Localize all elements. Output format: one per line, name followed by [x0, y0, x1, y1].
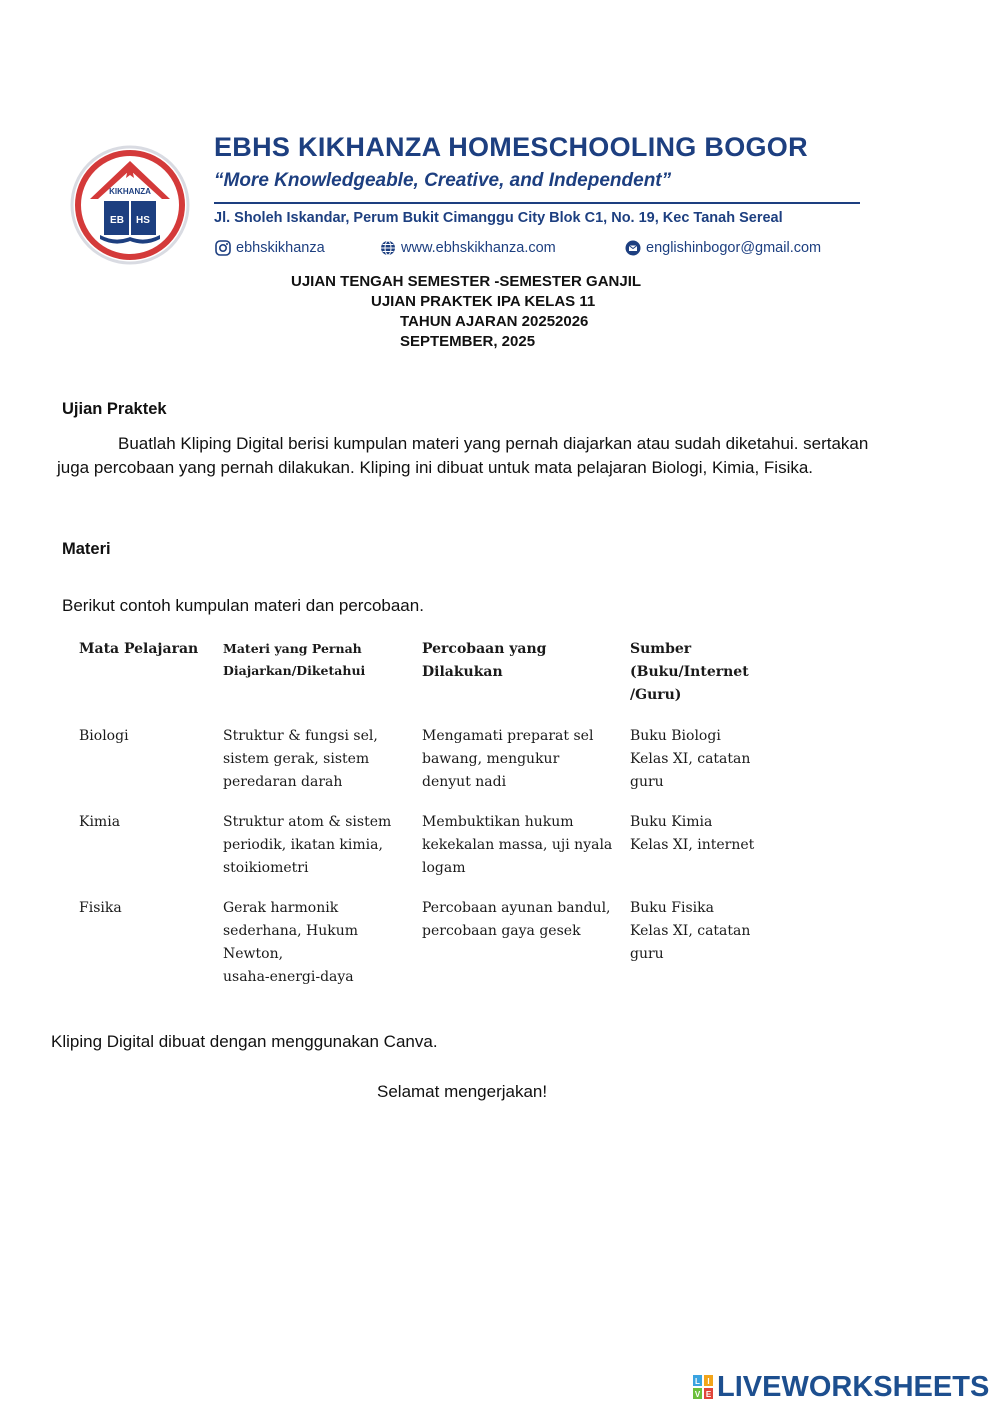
- logo-book-left: EB: [110, 215, 124, 226]
- header-percobaan: Percobaan yang Dilakukan: [422, 641, 547, 680]
- table-cell: Struktur atom & sistem periodik, ikatan kimia, stoikiometri: [223, 814, 392, 876]
- instagram-icon: [214, 239, 232, 257]
- table-cell: Fisika: [79, 900, 122, 916]
- table-cell: Buku Kimia Kelas XI, internet: [630, 814, 755, 853]
- letterhead-divider: [214, 202, 860, 204]
- academic-year: TAHUN AJARAN 20252026: [400, 313, 589, 330]
- logo-book-right: HS: [136, 215, 150, 226]
- liveworksheets-brand[interactable]: [692, 1372, 989, 1402]
- brand-text: LIVEWORKSHEETS: [717, 1370, 990, 1403]
- logo-label: KIKHANZA: [109, 187, 151, 196]
- header-mata-pelajaran: Mata Pelajaran: [79, 641, 199, 657]
- svg-text:V: V: [694, 1390, 701, 1399]
- school-address: Jl. Sholeh Iskandar, Perum Bukit Cimanggu City Blok C1, No. 19, Kec Tanah Sereal: [214, 210, 783, 226]
- svg-text:I: I: [707, 1377, 710, 1386]
- liveworksheets-logo-icon: [692, 1374, 714, 1400]
- exam-date: SEPTEMBER, 2025: [400, 333, 536, 350]
- table-cell: Buku Fisika Kelas XI, catatan guru: [630, 900, 751, 962]
- school-logo: [68, 143, 192, 267]
- materi-table: [79, 638, 770, 1006]
- school-name: EBHS KIKHANZA HOMESCHOOLING BOGOR: [214, 132, 808, 162]
- instruction-paragraph: Buatlah Kliping Digital berisi kumpulan materi yang pernah diajarkan atau sudah diketahui. sertakan juga percobaan yang pernah dilakukan. Kliping ini dibuat untuk mata pelajaran Biologi, Kimia, Fisika.: [57, 434, 869, 477]
- table-row: [79, 897, 770, 1006]
- email-icon: [624, 239, 642, 257]
- globe-icon: [379, 239, 397, 257]
- table-row: [79, 725, 770, 811]
- exam-title: UJIAN TENGAH SEMESTER -SEMESTER GANJIL: [291, 273, 642, 290]
- table-cell: Struktur & fungsi sel, sistem gerak, sistem peredaran darah: [223, 728, 378, 790]
- table-cell: Buku Biologi Kelas XI, catatan guru: [630, 728, 751, 790]
- contact-instagram: [214, 238, 325, 258]
- instagram-handle: ebhskikhanza: [236, 240, 325, 256]
- table-cell: Membuktikan hukum kekekalan massa, uji nyala logam: [422, 814, 613, 876]
- materi-intro: Berikut contoh kumpulan materi dan percobaan.: [62, 596, 424, 615]
- svg-text:E: E: [705, 1390, 712, 1399]
- website-url: www.ebhskikhanza.com: [401, 240, 556, 256]
- header-sumber: Sumber (Buku/Internet /Guru): [630, 641, 749, 703]
- table-cell: Kimia: [79, 814, 121, 830]
- closing-text: Selamat mengerjakan!: [377, 1082, 548, 1101]
- section-title-ujian-praktek: Ujian Praktek: [62, 400, 167, 418]
- table-row: [79, 811, 770, 897]
- table-cell: Gerak harmonik sederhana, Hukum Newton, usaha-energi-daya: [223, 900, 359, 985]
- table-cell: Percobaan ayunan bandul, percobaan gaya gesek: [422, 900, 611, 939]
- canva-note: Kliping Digital dibuat dengan menggunakan Canva.: [51, 1032, 438, 1051]
- school-motto: “More Knowledgeable, Creative, and Independent”: [214, 170, 672, 191]
- contact-email: [624, 238, 821, 258]
- email-address: englishinbogor@gmail.com: [646, 240, 822, 256]
- svg-text:L: L: [695, 1377, 700, 1386]
- exam-subtitle: UJIAN PRAKTEK IPA KELAS 11: [371, 293, 596, 310]
- table-cell: Mengamati preparat sel bawang, mengukur denyut nadi: [422, 728, 594, 790]
- header-materi: Materi yang Pernah Diajarkan/Diketahui: [223, 641, 366, 678]
- table-header-row: [79, 638, 770, 725]
- table-cell: Biologi: [79, 728, 129, 744]
- section-title-materi: Materi: [62, 540, 111, 558]
- contact-website: [379, 238, 556, 258]
